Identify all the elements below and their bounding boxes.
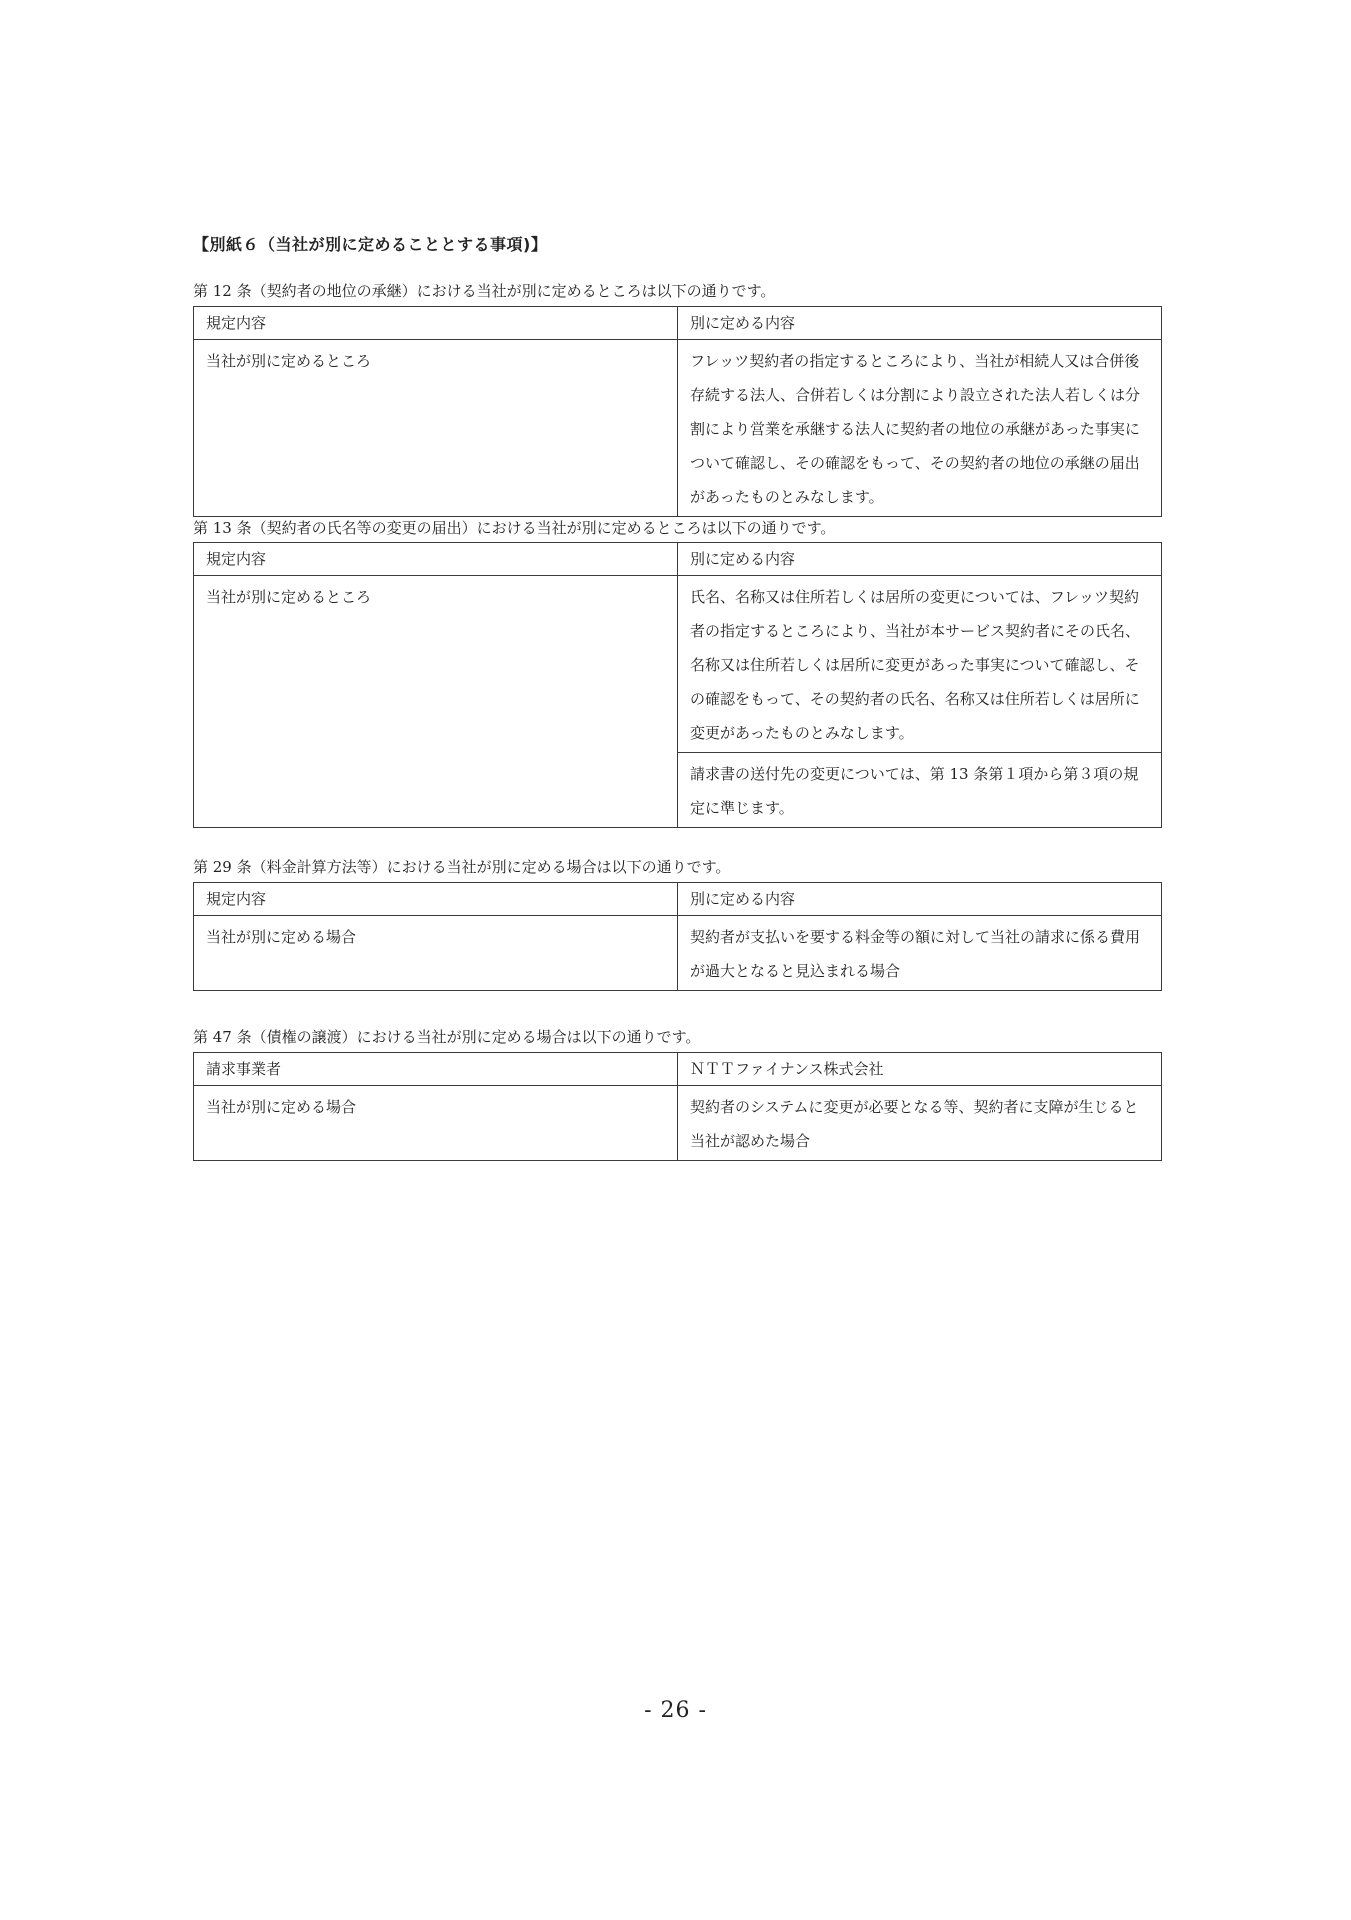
table-row [194, 576, 1162, 753]
section-caption-article-13: 第 13 条（契約者の氏名等の変更の届出）における当社が別に定めるところは以下の通りです。 [193, 519, 836, 537]
header-cell-company-name: ＮＴＴファイナンス株式会社 [678, 1053, 1162, 1086]
document-title: 【別紙６（当社が別に定めることとする事項)】 [193, 235, 548, 254]
header-cell-content: 別に定める内容 [678, 307, 1162, 340]
section-caption-article-47: 第 47 条（債権の譲渡）における当社が別に定める場合は以下の通りです。 [193, 1028, 701, 1046]
table-article-12 [193, 306, 1162, 517]
header-cell-content: 別に定める内容 [678, 543, 1162, 576]
row-label-cell: 当社が別に定める場合 [194, 916, 678, 991]
table-header-row [194, 543, 1162, 576]
table-article-13 [193, 542, 1162, 828]
row-label-cell: 当社が別に定める場合 [194, 1086, 678, 1161]
section-caption-article-12: 第 12 条（契約者の地位の承継）における当社が別に定めるところは以下の通りです。 [193, 282, 776, 300]
table-article-29 [193, 882, 1162, 991]
content-cell: 氏名、名称又は住所若しくは居所の変更については、フレッツ契約者の指定するところにより、当社が本サービス契約者にその氏名、名称又は住所若しくは居所に変更があった事実について確認し、その確認をもって、その契約者の氏名、名称又は住所若しくは居所に変更があったものとみなします。 [678, 576, 1162, 753]
table-row [194, 1086, 1162, 1161]
content-cell: フレッツ契約者の指定するところにより、当社が相続人又は合併後存続する法人、合併若しくは分割により設立された法人若しくは分割により営業を承継する法人に契約者の地位の承継があった事実について確認し、その確認をもって、その契約者の地位の承継の届出があったものとみなします。 [678, 340, 1162, 517]
table-header-row [194, 883, 1162, 916]
header-cell-content: 別に定める内容 [678, 883, 1162, 916]
page-number: - 26 - [644, 1698, 707, 1723]
header-cell-billing-company: 請求事業者 [194, 1053, 678, 1086]
content-cell: 契約者のシステムに変更が必要となる等、契約者に支障が生じると当社が認めた場合 [678, 1086, 1162, 1161]
header-cell-rule: 規定内容 [194, 543, 678, 576]
section-caption-article-29: 第 29 条（料金計算方法等）における当社が別に定める場合は以下の通りです。 [193, 858, 731, 876]
table-header-row [194, 1053, 1162, 1086]
header-cell-rule: 規定内容 [194, 307, 678, 340]
content-cell: 契約者が支払いを要する料金等の額に対して当社の請求に係る費用が過大となると見込まれる場合 [678, 916, 1162, 991]
table-article-47 [193, 1052, 1162, 1161]
table-header-row [194, 307, 1162, 340]
header-cell-rule: 規定内容 [194, 883, 678, 916]
row-label-cell: 当社が別に定めるところ [194, 576, 678, 828]
table-row [194, 340, 1162, 517]
row-label-cell: 当社が別に定めるところ [194, 340, 678, 517]
table-row [194, 916, 1162, 991]
content-cell: 請求書の送付先の変更については、第 13 条第１項から第３項の規定に準じます。 [678, 753, 1162, 828]
